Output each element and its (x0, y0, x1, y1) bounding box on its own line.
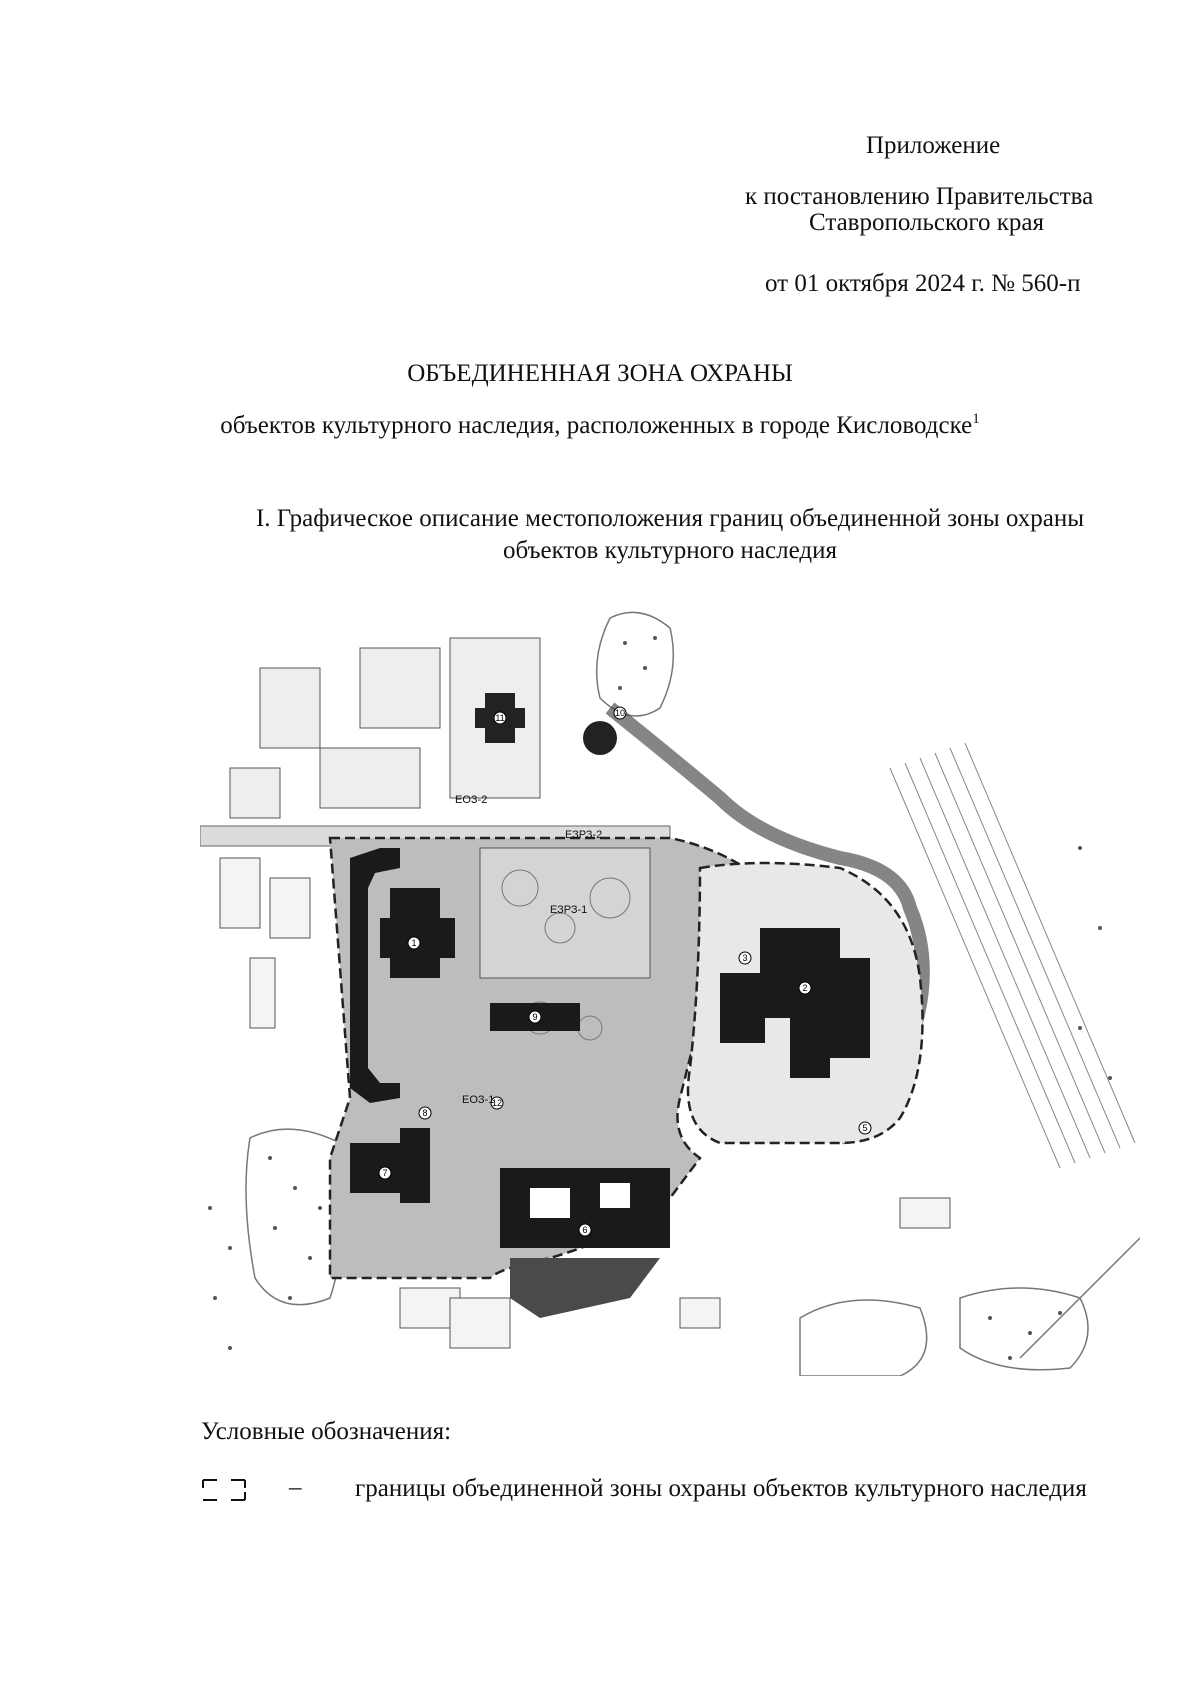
svg-text:6: 6 (582, 1225, 588, 1235)
object-marker-8 (419, 1107, 431, 1119)
svg-text:1: 1 (411, 938, 417, 948)
zone-label-ezrz-1: ЕЗРЗ-1 (550, 904, 588, 916)
svg-text:7: 7 (382, 1168, 388, 1178)
object-marker-10 (614, 707, 626, 719)
svg-text:3: 3 (742, 953, 748, 963)
object-marker-11 (494, 712, 506, 724)
footnote-marker: 1 (972, 411, 980, 427)
resolution-date-number: от 01 октября 2024 г. № 560-п (765, 270, 1081, 297)
object-marker-9 (529, 1011, 541, 1023)
park-area-north (597, 612, 674, 716)
legend-item-boundary (201, 1474, 1141, 1544)
legend-title: Условные обозначения: (201, 1418, 452, 1445)
building-10 (583, 721, 617, 755)
dashed-boundary-icon (201, 1478, 247, 1502)
zone-map-drawing (200, 598, 1140, 1376)
section-heading-line-1: I. Графическое описание местоположения границ объединенной зоны охраны (255, 505, 1085, 532)
park-area-southeast (960, 1288, 1088, 1370)
object-marker-7 (379, 1167, 391, 1179)
svg-text:11: 11 (495, 713, 505, 723)
document-title: ОБЪЕДИНЕННАЯ ЗОНА ОХРАНЫ (407, 360, 793, 387)
subtitle-text: объектов культурного наследия, расположенных в городе Кисловодске (220, 412, 973, 439)
legend-dash: – (289, 1474, 302, 1501)
svg-text:10: 10 (614, 708, 626, 718)
park-area-southwest (246, 1129, 343, 1305)
object-marker-1 (408, 937, 420, 949)
legend-boundary-text: границы объединенной зоны охраны объектов культурного наследия (355, 1475, 1087, 1502)
svg-text:2: 2 (802, 983, 808, 993)
object-marker-5 (859, 1122, 871, 1134)
svg-text:12: 12 (491, 1098, 503, 1108)
object-marker-2 (799, 982, 811, 994)
document-subtitle (0, 405, 1200, 440)
resolution-line-1: к постановлению Правительства (745, 183, 1094, 210)
svg-text:9: 9 (532, 1012, 538, 1022)
svg-text:5: 5 (862, 1123, 868, 1133)
zone-label-eoz-2: ЕОЗ-2 (455, 794, 488, 806)
section-heading-line-2: объектов культурного наследия (503, 537, 837, 564)
zone-label-eoz-1: ЕОЗ-1 (462, 1094, 495, 1106)
resolution-line-2: Ставропольского края (809, 209, 1044, 236)
appendix-label: Приложение (866, 132, 1001, 159)
zone-map (200, 598, 1140, 1376)
svg-text:8: 8 (422, 1108, 428, 1118)
object-marker-3 (739, 952, 751, 964)
object-marker-6 (579, 1224, 591, 1236)
zone-label-ezrz-2: ЕЗРЗ-2 (565, 829, 603, 841)
